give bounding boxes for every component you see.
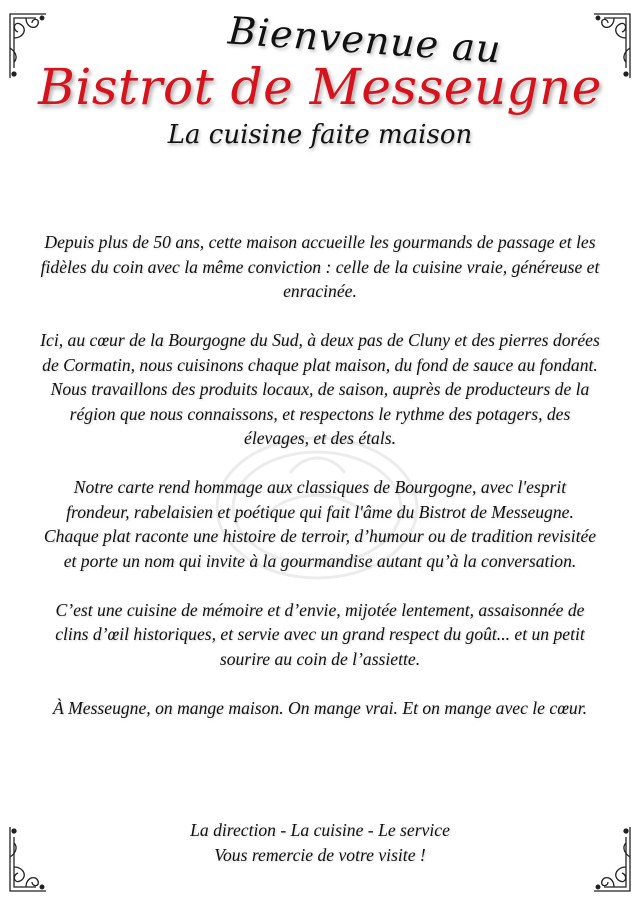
tagline: La cuisine faite maison	[167, 120, 473, 150]
paragraph: Notre carte rend hommage aux classiques de Bourgogne, avec l'esprit frondeur, rabelaisien et poétique qui fait l'âme du Bistrot de Messeugne. Chaque plat raconte une histoire de terroir, d’humour ou de tradition revisitée et porte un nom qui invite à la gourmandise autant qu’à la conversation.	[43, 477, 597, 571]
paragraph: Depuis plus de 50 ans, cette maison accueille les gourmands de passage et les fidèles du coin avec la même conviction : celle de la cuisine vraie, généreuse et enracinée.	[40, 232, 600, 301]
intro-text	[40, 230, 600, 745]
restaurant-name-title: Bistrot de Messeugne	[38, 58, 602, 116]
welcome-heading: Bienvenue au	[226, 8, 504, 72]
paragraph: C’est une cuisine de mémoire et d’envie, mijotée lentement, assaisonnée de clins d’œil historiques, et servie avec un grand respect du goût... et un petit sourire au coin de l’assiette.	[55, 599, 585, 669]
signature-line-2: Vous remercie de votre visite !	[214, 845, 426, 865]
page-header	[0, 8, 640, 150]
signature-line-1: La direction - La cuisine - Le service	[190, 820, 450, 840]
paragraph: Ici, au cœur de la Bourgogne du Sud, à deux pas de Cluny et des pierres dorées de Cormatin, nous cuisinons chaque plat maison, du fond de sauce au fondant. Nous travaillons des produits locaux, de saison, auprès de producteurs de la région que nous connaissons, et respectons le rythme des potagers, des élevages, et des étals.	[40, 330, 600, 448]
signature-block	[0, 818, 640, 868]
paragraph: À Messeugne, on mange maison. On mange vrai. Et on mange avec le cœur.	[52, 697, 588, 718]
